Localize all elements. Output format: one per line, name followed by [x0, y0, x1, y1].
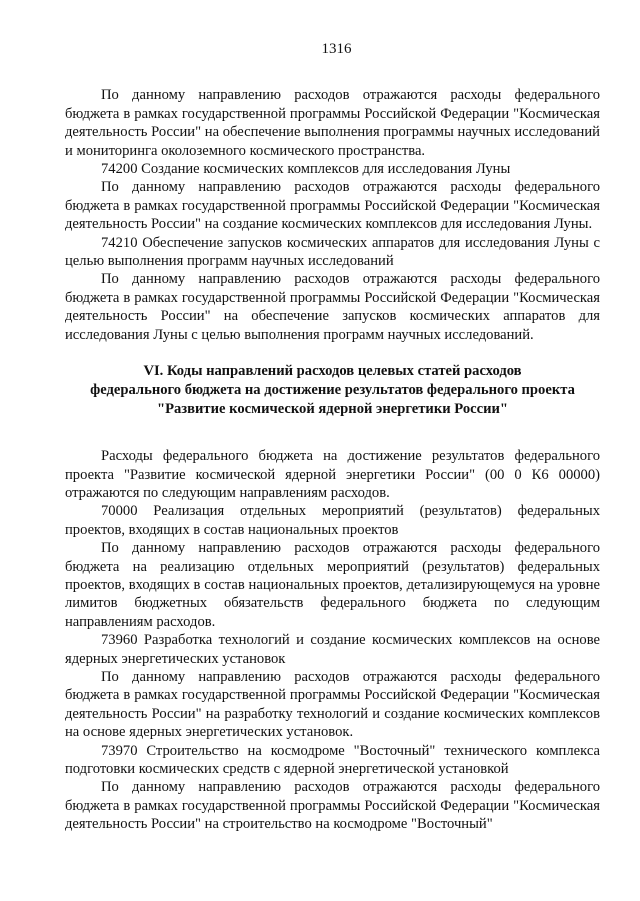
paragraph: По данному направлению расходов отражаются расходы федерального бюджета на реализацию отдельных мероприятий (результатов) федеральных проектов, входящих в состав национальных проектов, детализирующемуся на уровне лимитов бюджетных обязательств федерального бюджета по следующим направлениям расходов.: [65, 540, 600, 630]
expense-code-title: 73970 Строительство на космодроме "Восточный" технического комплекса подготовки космических средств с ядерной энергетической установкой: [65, 742, 600, 777]
paragraph: По данному направлению расходов отражаются расходы федерального бюджета в рамках государственной программы Российской Федерации "Космическая деятельность России" на строительство на космодроме "Восточный": [65, 779, 600, 833]
section-heading-line: VI. Коды направлений расходов целевых статей расходов: [143, 363, 522, 380]
expense-code-title: 74200 Создание космических комплексов для исследования Луны: [101, 161, 511, 178]
section-heading: [65, 362, 600, 419]
expense-code-title: 70000 Реализация отдельных мероприятий (результатов) федеральных проектов, входящих в состав национальных проектов: [65, 503, 600, 538]
paragraph: По данному направлению расходов отражаются расходы федерального бюджета в рамках государственной программы Российской Федерации "Космическая деятельность России" на обеспечение запусков космических аппаратов для исследования Луны с целью выполнения программ научных исследований.: [65, 271, 600, 343]
paragraph: По данному направлению расходов отражаются расходы федерального бюджета в рамках государственной программы Российской Федерации "Космическая деятельность России" на создание космических комплексов для исследования Луны.: [65, 179, 600, 233]
paragraph: По данному направлению расходов отражаются расходы федерального бюджета в рамках государственной программы Российской Федерации "Космическая деятельность России" на разработку технологий и создание космических комплексов на основе ядерных энергетических установок.: [65, 668, 600, 741]
page-number: 1316: [321, 41, 352, 57]
expense-code-title: 74210 Обеспечение запусков космических аппаратов для исследования Луны с целью выполнения программ научных исследований: [65, 234, 600, 270]
section-heading-line: "Развитие космической ядерной энергетики России": [156, 401, 509, 418]
section-heading-line: федерального бюджета на достижение результатов федерального проекта: [90, 382, 575, 399]
paragraph: По данному направлению расходов отражаются расходы федерального бюджета в рамках государственной программы Российской Федерации "Космическая деятельность России" на обеспечение выполнения программы научных исследований и мониторинга околоземного космического пространства.: [65, 87, 600, 159]
expense-code-title: 73960 Разработка технологий и создание космических комплексов на основе ядерных энергетических установок: [65, 632, 600, 667]
paragraph: Расходы федерального бюджета на достижение результатов федерального проекта "Развитие космической ядерной энергетики России" (00 0 К6 00000) отражаются по следующим направлениям расходов.: [65, 448, 600, 501]
